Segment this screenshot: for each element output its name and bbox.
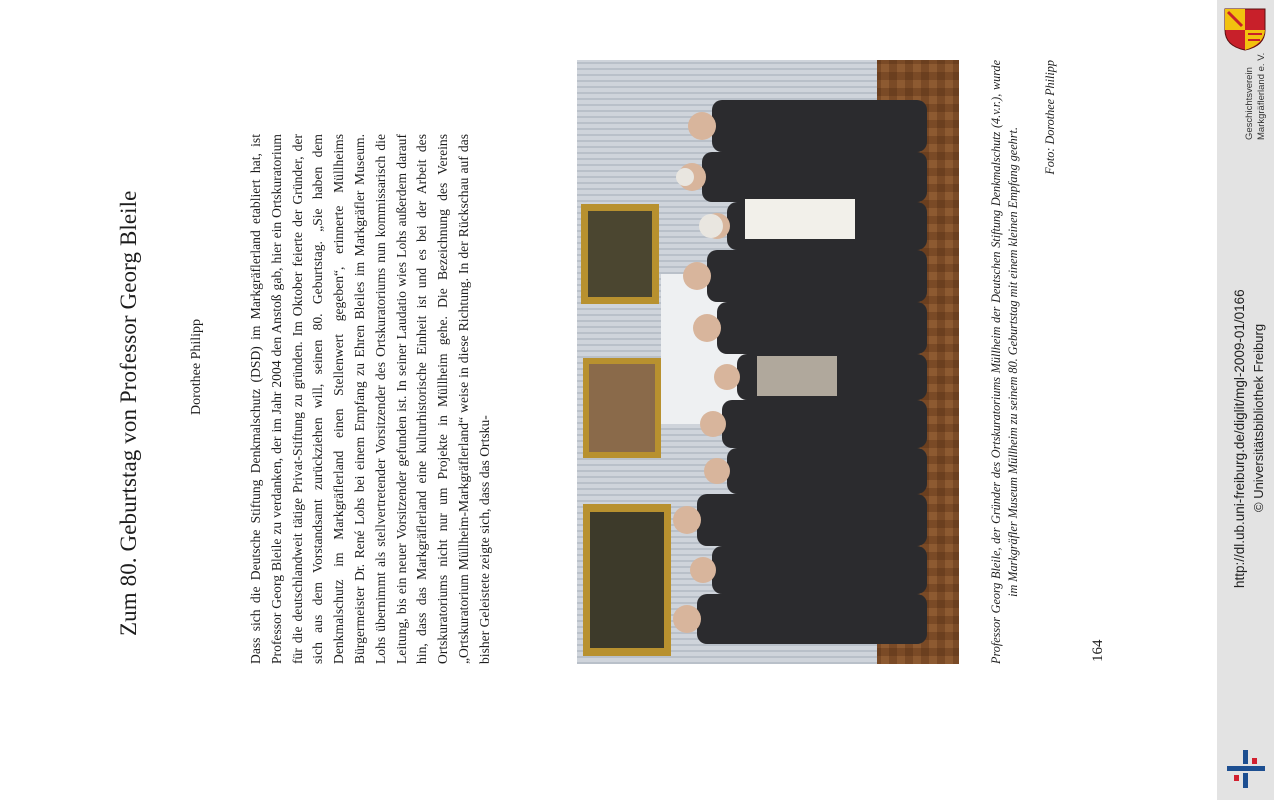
photo-credit: Foto: Dorothee Philipp [1043, 60, 1057, 175]
article-author: Dorothee Philipp [189, 318, 204, 415]
photo-caption: Professor Georg Bleile, der Gründer des Ortskuratoriums Müllheim der Deutschen Stiftung Denkmalschutz (4.v.r.), wurde im Markgräfler Museum Müllheim zu seinem 80. Geburtstag mit einem kleinen Empfang geehrt. [989, 60, 1020, 664]
library-copyright: © Universitätsbibliothek Freiburg [1251, 323, 1266, 512]
ub-freiburg-logo-icon [1225, 748, 1267, 790]
article-body: Dass sich die Deutsche Stiftung Denkmalschutz (DSD) im Markgräflerland etabliert hat, ist Professor Georg Bleile zu verdanken, der im Jahr 2004 den Anstoß gab, hier ein Ortskuratorium für die deutschlandweit tätige Privat-Stiftung zu gründen. Im Oktober feierte der Gründer, der sich aus dem Vorstandsamt zurückziehen will, seinen 80. Geburtstag. „Sie haben dem Denkmalschutz im Markgräflerland einen Stellenwert gegeben“, erinnerte Müllheims Bürgermeister Dr. René Lohs bei einem Empfang zu Ehren Bleiles im Markgräfler Museum. Lohs übernimmt als stellvertretender Vorsitzender des Ortskuratoriums nun kommissarisch die Leitung, bis ein neuer Vorsitzender gefunden ist. In seiner Laudatio wies Lohs außerdem darauf hin, dass das Markgräflerland eine kulturhistorische Einheit ist und es bei der Arbeit des Ortskuratoriums nicht nur um Projekte in Müllheim gehe. Die Bezeichnung des Vereins „Ortskuratorium Müllheim-Markgräflerland“ weise in diese Richtung. In der Rückschau auf das bisher Geleistete zeigte sich, dass das Ortsku- [248, 134, 492, 664]
society-name-line1: Geschichtsverein [1244, 67, 1255, 140]
coat-of-arms-icon [1222, 6, 1268, 52]
group-photo-image [577, 60, 959, 664]
society-name-line2: Markgräflerland e. V. [1256, 52, 1267, 140]
article-title: Zum 80. Geburtstag von Professor Georg Bleile [116, 190, 141, 636]
group-photo [577, 60, 959, 664]
page-number: 164 [1090, 639, 1106, 662]
permalink-url[interactable]: http://dl.ub.uni-freiburg.de/diglit/mgl-2009-01/0166 [1232, 289, 1247, 588]
